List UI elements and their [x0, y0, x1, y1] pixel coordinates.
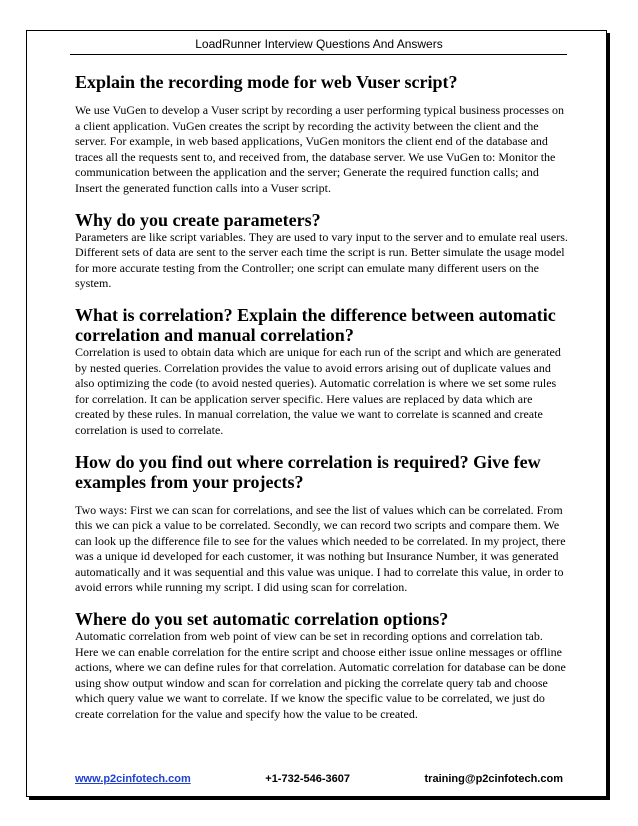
section-body-parameters: Parameters are like script variables. They are used to vary input to the server and to emulate real users. Different sets of data are sent to the server each time the script is run. Better simulate the usage model for more accurate testing from the Controller; one script can emulate many different users on the system. — [75, 229, 568, 291]
section-body-correlation: Correlation is used to obtain data which are unique for each run of the script and which are generated by nested queries. Correlation provides the value to avoid errors arising out of duplicate values and also optimizing the code (to avoid nested queries). Automatic correlation is where we set some rules for correlation. It can be application server specific. Here values are replaced by data which are created by these rules. In manual correlation, the value we want to correlate is scanned and create correlation is used to correlate. — [75, 344, 561, 437]
section-heading-recording-mode: Explain the recording mode for web Vuser script? — [75, 72, 458, 92]
section-heading-auto-correlation-options: Where do you set automatic correlation options? — [75, 609, 449, 630]
section-heading-parameters: Why do you create parameters? — [75, 209, 321, 230]
page-footer — [75, 773, 563, 785]
email-address: training@p2cinfotech.com — [424, 773, 563, 785]
header-divider — [70, 54, 567, 55]
phone-number: +1-732-546-3607 — [265, 773, 350, 785]
section-heading-correlation: What is correlation? Explain the difference between automatic correlation and manual correlation? — [75, 304, 556, 345]
section-heading-find-correlation: How do you find out where correlation is required? Give few examples from your projects? — [75, 451, 541, 492]
section-body-find-correlation: Two ways: First we can scan for correlations, and see the list of values which can be correlated. From this we can pick a value to be correlated. Secondly, we can record two scripts and compare them. We can look up the difference file to see for the values which needed to be correlated. In my project, there was a unique id developed for each customer, it was nothing but Insurance Number, it was generated automatically and it was sequential and this value was unique. I had to correlate this value, in order to avoid errors while running my script. I did using scan for correlation. — [75, 502, 566, 595]
section-body-auto-correlation-options: Automatic correlation from web point of view can be set in recording options and correlation tab. Here we can enable correlation for the entire script and choose either issue online messages or offline actions, where we can define rules for that correlation. Automatic correlation for database can be done using show output window and scan for correlation and picking the correlate query tab and choose which query value we want to correlate. If we know the specific value to be correlated, we just do create correlation for the value and specify how the value to be created. — [75, 629, 566, 722]
website-link[interactable]: www.p2cinfotech.com — [75, 773, 191, 785]
page-header: LoadRunner Interview Questions And Answers — [195, 37, 443, 51]
page-content — [75, 72, 569, 723]
section-body-recording-mode: We use VuGen to develop a Vuser script by recording a user performing typical business processes on a client application. VuGen creates the script by recording the activity between the client and the server. For example, in web based applications, VuGen monitors the client end of the database and traces all the requests sent to, and received from, the database server. We use VuGen to: Monitor the communication between the application and the server; Generate the required function calls; and Insert the generated function calls into a Vuser script. — [75, 103, 565, 195]
